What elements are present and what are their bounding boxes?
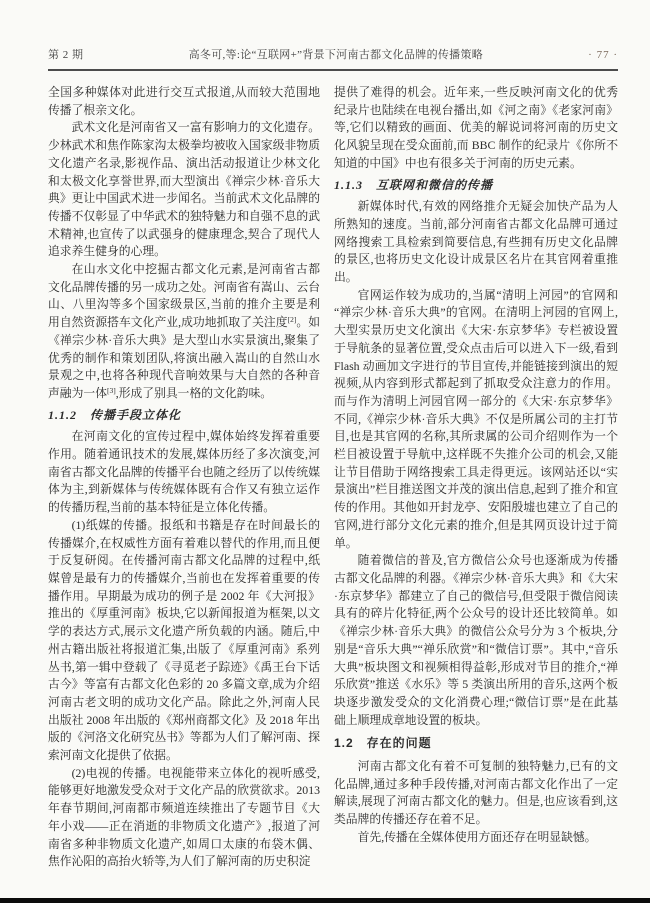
running-header	[48, 46, 618, 62]
paragraph: 河南古都文化有着不可复制的独特魅力,已有的文化品牌,通过多种手段传播,对河南古都文化作出了一定解读,展现了河南古都文化的魅力。但是,也应该看到,这类品牌的传播还存在着不足。	[334, 759, 618, 827]
scan-edge-artifact	[0, 898, 650, 903]
paragraph: 武术文化是河南省又一富有影响力的文化遗存。少林武术和焦作陈家沟太极拳均被收入国家级非物质文化遗产名录,影视作品、演出活动报道让少林文化和太极文化享誉世界,而大型演出《禅宗少林·音乐大典》更让中国武术进一步闻名。当前武术文化品牌的传播不仅彰显了中华武术的独特魅力和自强不息的武术精神,也宣传了以武强身的健康理念,契合了现代人追求养生健身的心理。	[48, 120, 320, 259]
citation-ref: [2]	[287, 315, 297, 325]
paragraph: 提供了难得的机会。近年来,一些反映河南文化的优秀纪录片也陆续在电视台播出,如《河之南》《老家河南》等,它们以精致的画面、优美的解说词将河南的历史文化风貌呈现在受众面前,而 BBC 制作的纪录片《你所不知道的中国》中也有很多关于河南的历史元素。	[334, 85, 618, 170]
paragraph: (1)纸媒的传播。报纸和书籍是存在时间最长的传播媒介,在权威性方面有着难以替代的作用,而且便于反复研阅。在传播河南古都文化品牌的过程中,纸媒曾是最有力的传播媒介,当前也在发挥着重要的传播作用。早期最为成功的例子是 2002 年《大河报》推出的《厚重河南》板块,它以新闻报道为框架,以文学的表达方式,展示文化遗产所负载的内涵。随后,中州古籍出版社将报道汇集,出版了《厚重河南》系列丛书,第一辑中登载了《寻觅老子踪迹》《禹王台下话古今》等富有古都文化色彩的 20 多篇文章,成为介绍河南古老文明的成功文化产品。除此之外,河南人民出版社 2008 年出版的《郑州商都文化》及 2018 年出版的《河洛文化研究丛书》等都为人们了解河南、探索河南文化提供了依据。	[48, 517, 320, 763]
paragraph: 首先,传播在全媒体使用方面还存在明显缺憾。	[357, 829, 597, 844]
issue-label: 第 2 期	[48, 49, 84, 61]
paragraph: 在河南文化的宣传过程中,媒体始终发挥着重要作用。随着通讯技术的发展,媒体历经了多次演变,河南省古都文化品牌的传播平台也随之经历了以传统媒体为主,到新媒体与传统媒体既有合作又有独立运作的传播历程,当前的基本特征是立体化传播。	[48, 429, 320, 515]
paragraph: 全国多种媒体对此进行交互式报道,从而较大范围地传播了根亲文化。	[48, 85, 320, 117]
paragraph: 官网运作较为成功的,当属“清明上河园”的官网和“禅宗少林·音乐大典”的官网。在清明上河园的官网上,大型实景历史文化演出《大宋·东京梦华》专栏被设置于导航条的显著位置,受众点击后可以进入下一级,看到 Flash 动画加文字进行的节目宣传,并能链接到演出的短视频,从内容到形式都起到了抓取受众注意力的作用。而与作为清明上河园官网一部分的《大宋·东京梦华》不同,《禅宗少林·音乐大典》不仅是所属公司的主打节目,也是其官网的名称,其所隶属的公司介绍则作为一个栏目被设置于导航中,这样既不失推介公司的机会,又能让节目借助于网络搜索工具走得更远。该网站还以“实景演出”栏目推送图文并茂的演出信息,起到了推介和宣传的作用。其他如开封龙亭、安阳殷墟也建立了自己的官网,进行部分文化元素的推介,但是其网页设计过于简单。	[334, 287, 618, 550]
column-right	[334, 84, 618, 871]
running-title: 高冬可,等:论“互联网+”背景下河南古都文化品牌的传播策略	[188, 49, 484, 61]
paragraph: 随着微信的普及,官方微信公众号也逐渐成为传播古都文化品牌的利器。《禅宗少林·音乐大典》和《大宋·东京梦华》都建立了自己的微信号,但受限于微信阅读具有的碎片化特征,两个公众号的设计还比较简单。如《禅宗少林·音乐大典》的微信公众号分为 3 个板块,分别是“音乐大典”“禅乐欣赏”和“微信订票”。其中,“音乐大典”板块图文和视频相得益彰,形成对节目的推介,“禅乐欣赏”推送《水乐》等 5 类演出所用的音乐,这两个板块逐步激发受众的文化消费心理;“微信订票”是在此基础上顺理成章地设置的板块。	[334, 553, 618, 727]
paragraph: (2)电视的传播。电视能带来立体化的视听感受,能够更好地激发受众对于文化产品的欣赏欲求。2013 年春节期间,河南都市频道连续推出了专题节目《大年小戏——正在消逝的非物质文化遗产》,报道了河南省多种非物质文化遗产,如周口太康的布袋木偶、焦作沁阳的高抬火轿等,为人们了解河南的历史积淀	[48, 765, 320, 869]
section-heading: 1.1.2 传播手段立体化	[48, 407, 182, 422]
text-columns	[48, 84, 618, 871]
paragraph: 在山水文化中挖掘古都文化元素,是河南省古都文化品牌传播的另一成功之处。河南省有嵩山、云台山、八里沟等多个国家级景区,当前的推介主要是利用自然资源搭车文化产业,成功地抓取了关注度[2]。如《禅宗少林·音乐大典》是大型山水实景演出,聚集了优秀的制作和策划团队,将演出融入嵩山的自然山水景观之中,也将各种现代音响效果与大自然的各种音声融为一体[3],形成了别具一格的文化韵味。	[48, 262, 320, 400]
citation-ref: [3]	[107, 385, 116, 395]
section-heading: 1.1.3 互联网和微信的传播	[334, 177, 494, 192]
column-left	[48, 84, 320, 871]
page-number: · 77 ·	[588, 49, 618, 61]
section-heading: 1.2 存在的问题	[334, 736, 432, 751]
header-rule	[48, 69, 618, 71]
page-content	[48, 46, 618, 871]
paragraph: 新媒体时代,有效的网络推介无疑会加快产品为人所熟知的速度。当前,部分河南省古都文化品牌可通过网络搜索工具检索到简要信息,有些拥有历史文化品牌的景区,也将历史文化设计成景区名片在其官网着重推出。	[334, 199, 618, 285]
